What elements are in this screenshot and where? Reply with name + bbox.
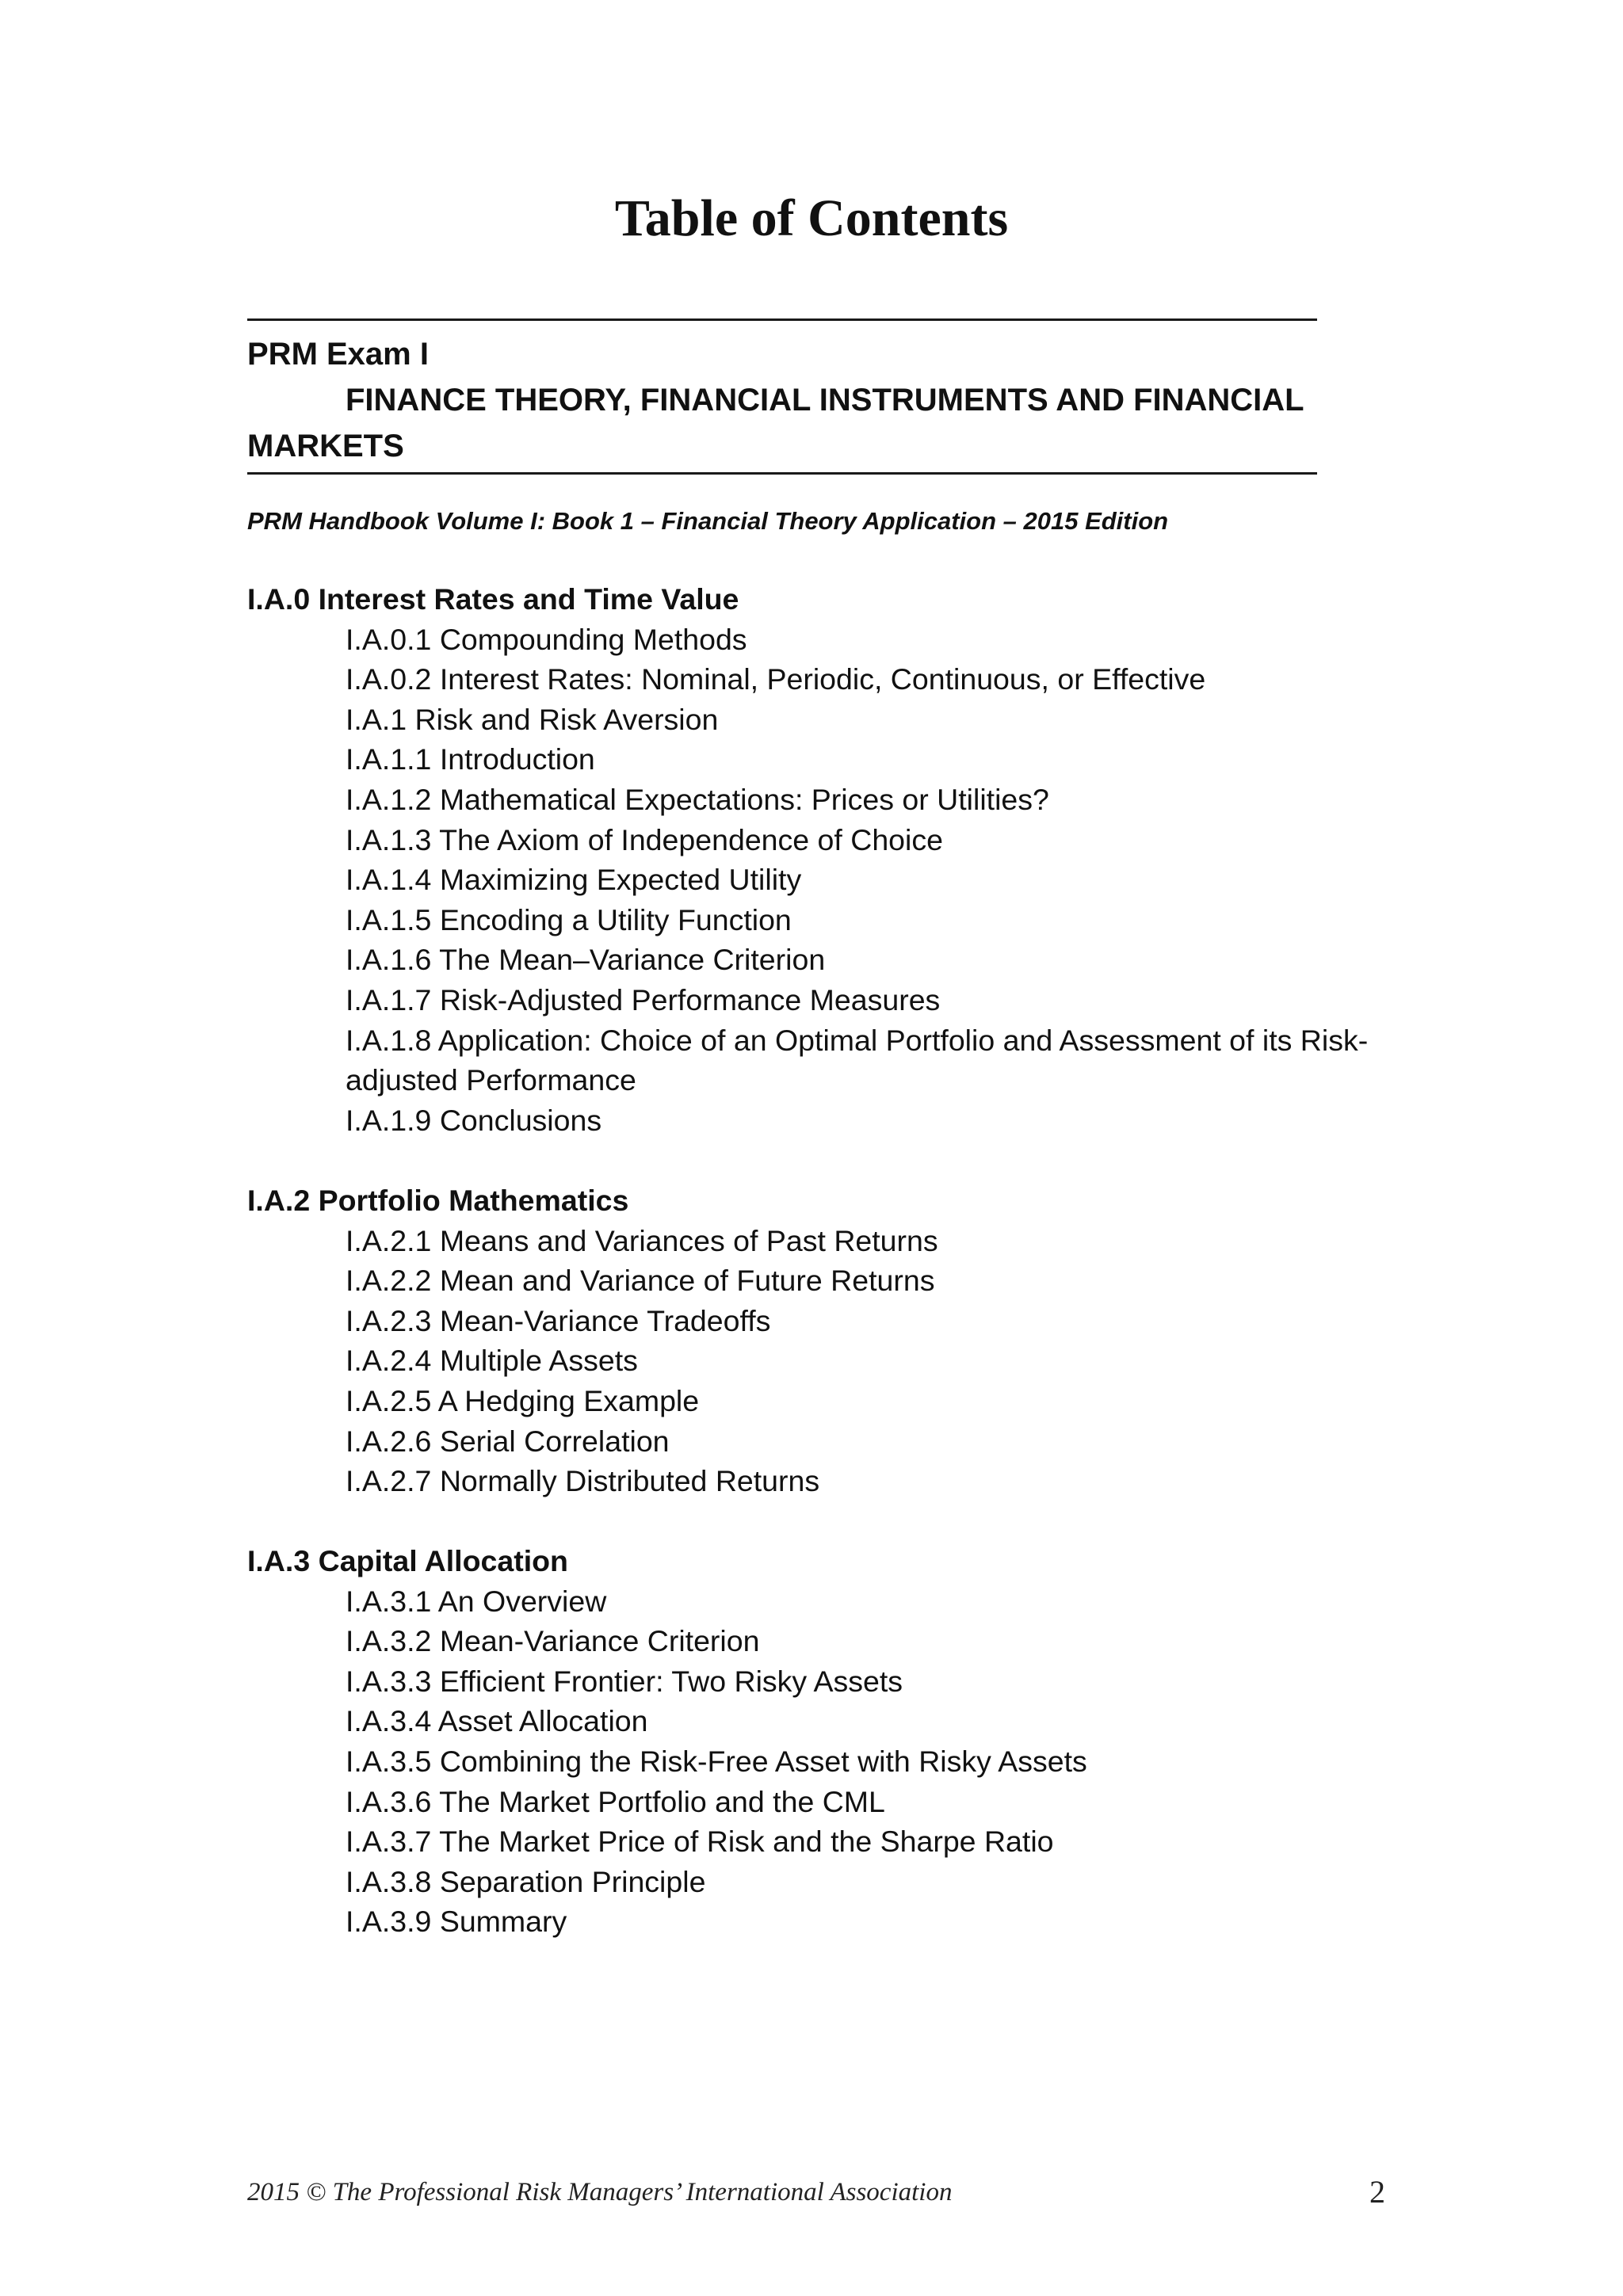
exam-header — [247, 331, 1317, 469]
divider-top — [247, 318, 1317, 321]
toc-entry: I.A.0.2 Interest Rates: Nominal, Periodic, Continuous, or Effective — [346, 662, 1206, 696]
toc-entry: I.A.2.7 Normally Distributed Returns — [346, 1464, 820, 1498]
section-items — [247, 620, 1396, 1141]
toc-entry: I.A.1.8 Application: Choice of an Optimal Portfolio and Assessment of its Risk- — [346, 1023, 1369, 1057]
toc-entry: I.A.1.6 The Mean–Variance Criterion — [346, 943, 826, 977]
exam-subtitle-line2: MARKETS — [247, 429, 404, 463]
section-heading: I.A.2 Portfolio Mathematics — [247, 1184, 629, 1217]
toc-entry: I.A.3.5 Combining the Risk-Free Asset with Risky Assets — [346, 1744, 1087, 1778]
toc-entry: I.A.1.2 Mathematical Expectations: Prices or Utilities? — [346, 782, 1049, 816]
toc-entry: I.A.2.6 Serial Correlation — [346, 1424, 670, 1458]
section-heading: I.A.3 Capital Allocation — [247, 1544, 568, 1577]
toc-entry: I.A.3.4 Asset Allocation — [346, 1704, 648, 1738]
toc-entry: I.A.3.9 Summary — [346, 1905, 567, 1939]
toc-entry-continuation: adjusted Performance — [346, 1063, 636, 1097]
toc-section — [247, 1180, 1396, 1501]
toc-entry: I.A.1.3 The Axiom of Independence of Choice — [346, 822, 943, 856]
book-title: PRM Handbook Volume I: Book 1 – Financial Theory Application – 2015 Edition — [247, 507, 1169, 535]
toc-entry: I.A.2.3 Mean-Variance Tradeoffs — [346, 1303, 771, 1337]
toc-entry: I.A.3.1 An Overview — [346, 1584, 607, 1618]
toc-entry: I.A.1.7 Risk-Adjusted Performance Measures — [346, 982, 941, 1016]
toc-entry: I.A.2.4 Multiple Assets — [346, 1344, 638, 1378]
toc-entry: I.A.3.3 Efficient Frontier: Two Risky Assets — [346, 1664, 903, 1698]
section-items — [247, 1581, 1396, 1942]
toc-entry: I.A.1 Risk and Risk Aversion — [346, 702, 719, 736]
toc-entry: I.A.3.8 Separation Principle — [346, 1864, 706, 1898]
toc-entry: I.A.2.2 Mean and Variance of Future Returns — [346, 1264, 935, 1298]
toc-entry: I.A.1.5 Encoding a Utility Function — [346, 902, 792, 936]
toc-entry: I.A.1.1 Introduction — [346, 742, 595, 776]
toc-entry: I.A.2.1 Means and Variances of Past Returns — [346, 1223, 938, 1257]
exam-name: PRM Exam I — [247, 337, 429, 372]
divider-bottom — [247, 472, 1317, 475]
toc-entry: I.A.2.5 A Hedging Example — [346, 1383, 700, 1417]
page-title: Table of Contents — [614, 189, 1009, 247]
section-items — [247, 1221, 1396, 1501]
page-number: 2 — [1369, 2174, 1385, 2210]
section-heading: I.A.0 Interest Rates and Time Value — [247, 582, 739, 616]
toc-entry: I.A.1.9 Conclusions — [346, 1103, 602, 1137]
toc-entry: I.A.0.1 Compounding Methods — [346, 622, 747, 656]
toc-entry: I.A.3.2 Mean-Variance Criterion — [346, 1624, 760, 1658]
toc-section — [247, 1541, 1396, 1942]
exam-subtitle-line1: FINANCE THEORY, FINANCIAL INSTRUMENTS AND FINANCIAL — [346, 383, 1304, 418]
footer-copyright: 2015 © The Professional Risk Managers’ International Association — [247, 2178, 953, 2206]
toc-entry: I.A.3.6 The Market Portfolio and the CML — [346, 1784, 885, 1818]
toc-entry: I.A.1.4 Maximizing Expected Utility — [346, 863, 802, 897]
toc-section — [247, 579, 1396, 1140]
toc-entry: I.A.3.7 The Market Price of Risk and the Sharpe Ratio — [346, 1825, 1054, 1859]
